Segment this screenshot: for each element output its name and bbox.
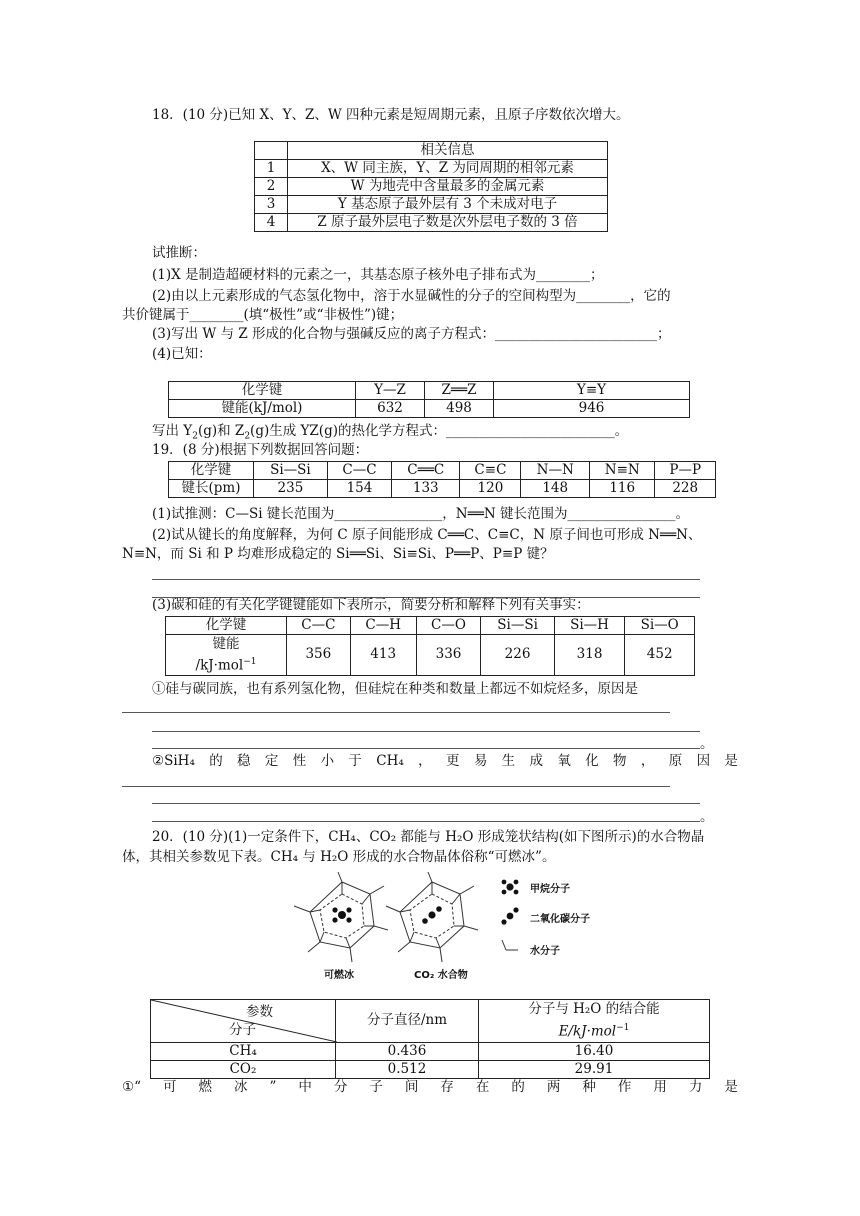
justified-char: ”: [269, 1079, 277, 1095]
answer-line[interactable]: [152, 803, 700, 804]
q18-info-table: [254, 141, 608, 232]
legend-co2: 二氧化碳分子: [530, 914, 590, 925]
justified-char: 于: [348, 753, 362, 769]
q20-part1: [122, 1078, 738, 1096]
row-text: Y 基态原子最外层有 3 个未成对电子: [288, 196, 608, 214]
q18-infer: 试推断：: [152, 245, 206, 261]
justified-char: 间: [404, 1079, 419, 1095]
justified-char: CH₄: [376, 753, 404, 769]
q19-bond-energy-table: 化学键 C—C C—H C—O Si—Si Si—H Si—O 键能 /kJ·mol$^{-1}$ 356 413 336 226 318 452: [165, 616, 695, 676]
q20-param-table: 参数 分子 分子直径/nm 分子与 H₂O 的结合能 E/kJ·mol$^{-1}$ CH₄ 0.436 16.40 CO₂ 0.512 29.91: [150, 999, 710, 1079]
justified-char: 冰: [234, 1079, 248, 1095]
justified-char: 性: [292, 753, 307, 769]
row-text: Z 原子最外层电子数是次外层电子数的 3 倍: [288, 214, 608, 232]
row-number: 3: [255, 196, 288, 214]
justified-char: ，: [418, 753, 432, 769]
q19-stem: 19．(8 分)根据下列数据回答问题：: [152, 442, 369, 458]
clathrate-figure: [290, 870, 610, 982]
q19-part2b: N≡N，而 Si 和 P 均难形成稳定的 Si══Si、Si≡Si、P══P、P≡P 键？: [122, 546, 554, 562]
justified-char: 存: [440, 1079, 454, 1095]
legend-water: 水分子: [530, 946, 560, 957]
justified-char: 氧: [557, 753, 571, 769]
period: 。: [700, 736, 714, 752]
justified-char: 的: [511, 1079, 525, 1095]
row-number: 1: [255, 160, 288, 178]
answer-line[interactable]: [122, 712, 670, 713]
q18-part2a: (2)由以上元素形成的气态氢化物中，溶于水显碱性的分子的空间构型为________，它的: [152, 288, 671, 304]
justified-char: 可: [163, 1079, 177, 1095]
diagonal-header-cell: 参数 分子: [151, 1000, 336, 1043]
answer-line[interactable]: [152, 731, 700, 732]
fig-label-left: 可燃冰: [324, 970, 354, 981]
justified-char: 小: [320, 753, 335, 769]
justified-char: 种: [582, 1079, 596, 1095]
q19-c1: ①硅与碳同族，也有系列氢化物，但硅烷在种类和数量上都远不如烷烃多，原因是: [152, 681, 638, 697]
answer-line[interactable]: [152, 748, 700, 749]
table-header: 相关信息: [288, 142, 608, 160]
justified-char: ，: [640, 753, 655, 769]
justified-char: 力: [688, 1079, 703, 1095]
q19-part1: (1)试推测：C—Si 键长范围为________________，N══N 键长范围为________________。: [152, 506, 689, 522]
fig-label-right: CO₂ 水合物: [414, 970, 468, 981]
justified-char: 成: [529, 753, 543, 769]
answer-line[interactable]: [152, 579, 700, 580]
q20-stem-b: 体，其相关参数见下表。CH₄ 与 H₂O 形成的水合物晶体俗称“可燃冰”。: [122, 849, 556, 865]
justified-char: 是: [724, 1079, 738, 1095]
row-number: 2: [255, 178, 288, 196]
justified-char: 因: [696, 753, 711, 769]
period: 。: [700, 809, 714, 825]
justified-char: 在: [475, 1079, 490, 1095]
justified-char: 是: [724, 753, 738, 769]
answer-line[interactable]: [122, 786, 670, 787]
justified-char: 生: [501, 753, 516, 769]
justified-char: 化: [585, 753, 599, 769]
justified-char: 易: [473, 753, 488, 769]
justified-char: 原: [668, 753, 683, 769]
justified-char: 更: [445, 753, 460, 769]
q18-part3: (3)写出 W 与 Z 形成的化合物与强碱反应的离子方程式：________________________；: [152, 326, 671, 342]
row-text: W 为地壳中含量最多的金属元素: [288, 178, 608, 196]
justified-char: 定: [264, 753, 279, 769]
q18-part4b: 写出 $Y_2(g)$和 $Z_2(g)$生成 YZ(g)的热化学方程式：_________________________。: [152, 423, 629, 442]
justified-char: ①“: [122, 1079, 142, 1095]
answer-line[interactable]: [152, 821, 700, 822]
q18-stem: 18．(10 分)已知 X、Y、Z、W 四种元素是短周期元素，且原子序数依次增大。: [152, 107, 630, 123]
diagonal-line: [151, 1000, 337, 1042]
justified-char: 作: [617, 1079, 632, 1095]
q19-part2a: (2)试从键长的角度解释，为何 C 原子间能形成 C══C、C≡C，N 原子间也可形成 N══N、: [152, 527, 702, 543]
justified-char: 子: [369, 1079, 383, 1095]
q19-c2: [152, 752, 738, 770]
justified-char: 两: [546, 1079, 561, 1095]
justified-char: 稳: [237, 753, 251, 769]
justified-char: 物: [613, 753, 627, 769]
row-number: 4: [255, 214, 288, 232]
legend-methane: 甲烷分子: [530, 884, 570, 895]
q19-length-table: 化学键 Si—Si C—C C══C C≡C N—N N≡N P—P 键长(pm) 235 154 133 120 148 116 228: [168, 461, 716, 498]
q18-part1: (1)X 是制造超硬材料的元素之一，其基态原子核外电子排布式为________；: [152, 267, 604, 283]
q20-stem-a: 20．(10 分)(1)一定条件下，CH₄、CO₂ 都能与 H₂O 形成笼状结构(如下图所示)的水合物晶: [152, 829, 705, 845]
q18-energy-table: 化学键 Y—Z Z══Z Y≡Y 键能(kJ/mol) 632 498 946: [168, 381, 690, 418]
justified-char: ②SiH₄: [152, 753, 195, 769]
justified-char: 燃: [198, 1079, 213, 1095]
q18-part2b: 共价键属于________(填“极性”或“非极性”)键；: [122, 307, 404, 323]
row-text: X、W 同主族，Y、Z 为同周期的相邻元素: [288, 160, 608, 178]
q18-part4: (4)已知：: [152, 346, 212, 362]
justified-char: 用: [653, 1079, 667, 1095]
q19-part3: (3)碳和硅的有关化学键键能如下表所示，简要分析和解释下列有关事实：: [152, 597, 590, 613]
justified-char: 的: [209, 753, 223, 769]
justified-char: 分: [333, 1079, 348, 1095]
justified-char: 中: [298, 1079, 312, 1095]
